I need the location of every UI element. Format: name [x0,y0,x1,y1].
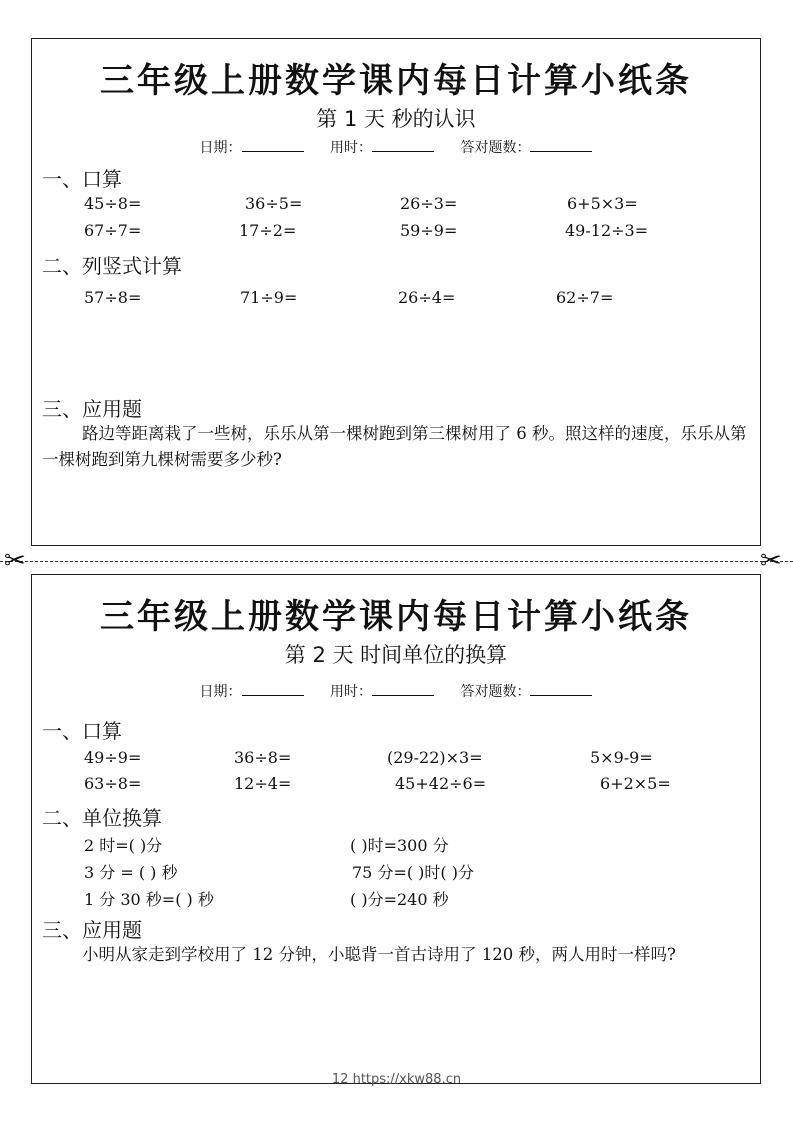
scissors-icon: ✂ [760,546,782,576]
correct-blank [530,138,592,152]
day-title: 第 2 天 时间单位的换算 [284,643,508,667]
oral-problem: 36÷5= [245,194,303,213]
oral-problem: 45+42÷6= [395,774,487,793]
oral-problem: (29-22)×3= [387,748,483,767]
correct-blank [530,682,592,696]
vertical-problem: 57÷8= [84,288,142,307]
unit-problem: 3 分 = ( ) 秒 [84,863,178,882]
date-label: 日期： [199,684,242,700]
section-oral-heading: 一、口算 [42,167,122,191]
oral-problem: 26÷3= [400,194,458,213]
oral-problem: 59÷9= [400,221,458,240]
word-problem: 小明从家走到学校用了 12 分钟，小聪背一首古诗用了 120 秒，两人用时一样吗? [82,945,676,964]
oral-problem: 17÷2= [239,221,297,240]
time-label: 用时： [330,684,372,700]
section-word-problem-heading: 三、应用题 [42,397,142,421]
section-word-problem-heading: 三、应用题 [42,918,142,942]
oral-problem: 12÷4= [234,774,292,793]
cut-line [0,561,793,562]
info-line [32,137,760,157]
time-blank [372,682,434,696]
section-oral-heading: 一、口算 [42,719,122,743]
page-footer: 12 https://xkw88.cn [331,1072,462,1087]
oral-problem: 6+5×3= [567,194,638,213]
correct-label: 答对题数： [460,140,531,156]
worksheet-card-day1 [31,38,761,546]
time-blank [372,138,434,152]
date-blank [242,682,304,696]
oral-problem: 5×9-9= [590,748,653,767]
correct-label: 答对题数： [460,684,531,700]
oral-problem: 36÷8= [234,748,292,767]
section-unit-conversion-heading: 二、单位换算 [42,806,162,830]
unit-problem: ( )时=300 分 [350,836,449,855]
scissors-icon: ✂ [4,546,26,576]
oral-problem: 63÷8= [84,774,142,793]
oral-problem: 49÷9= [84,748,142,767]
oral-problem: 67÷7= [84,221,142,240]
word-problem: 路边等距离栽了一些树，乐乐从第一棵树跑到第三棵树用了 6 秒。照这样的速度，乐乐从第一棵树跑到第九棵树需要多少秒? [42,424,747,469]
vertical-problem: 71÷9= [240,288,298,307]
day-title: 第 1 天 秒的认识 [316,107,476,131]
unit-problem: 75 分=( )时( )分 [352,863,474,882]
time-label: 用时： [330,140,372,156]
card-title: 三年级上册数学课内每日计算小纸条 [100,61,692,101]
section-vertical-heading: 二、列竖式计算 [42,254,182,278]
worksheet-card-day2 [31,574,761,1084]
oral-problem: 45÷8= [84,194,142,213]
date-blank [242,138,304,152]
oral-problem: 6+2×5= [600,774,671,793]
unit-problem: 2 时=( )分 [84,836,163,855]
unit-problem: ( )分=240 秒 [350,890,449,909]
unit-problem: 1 分 30 秒=( ) 秒 [84,890,214,909]
date-label: 日期： [199,140,242,156]
card-title: 三年级上册数学课内每日计算小纸条 [100,597,692,637]
vertical-problem: 26÷4= [398,288,456,307]
info-line [32,681,760,701]
oral-problem: 49-12÷3= [565,221,649,240]
vertical-problem: 62÷7= [556,288,614,307]
